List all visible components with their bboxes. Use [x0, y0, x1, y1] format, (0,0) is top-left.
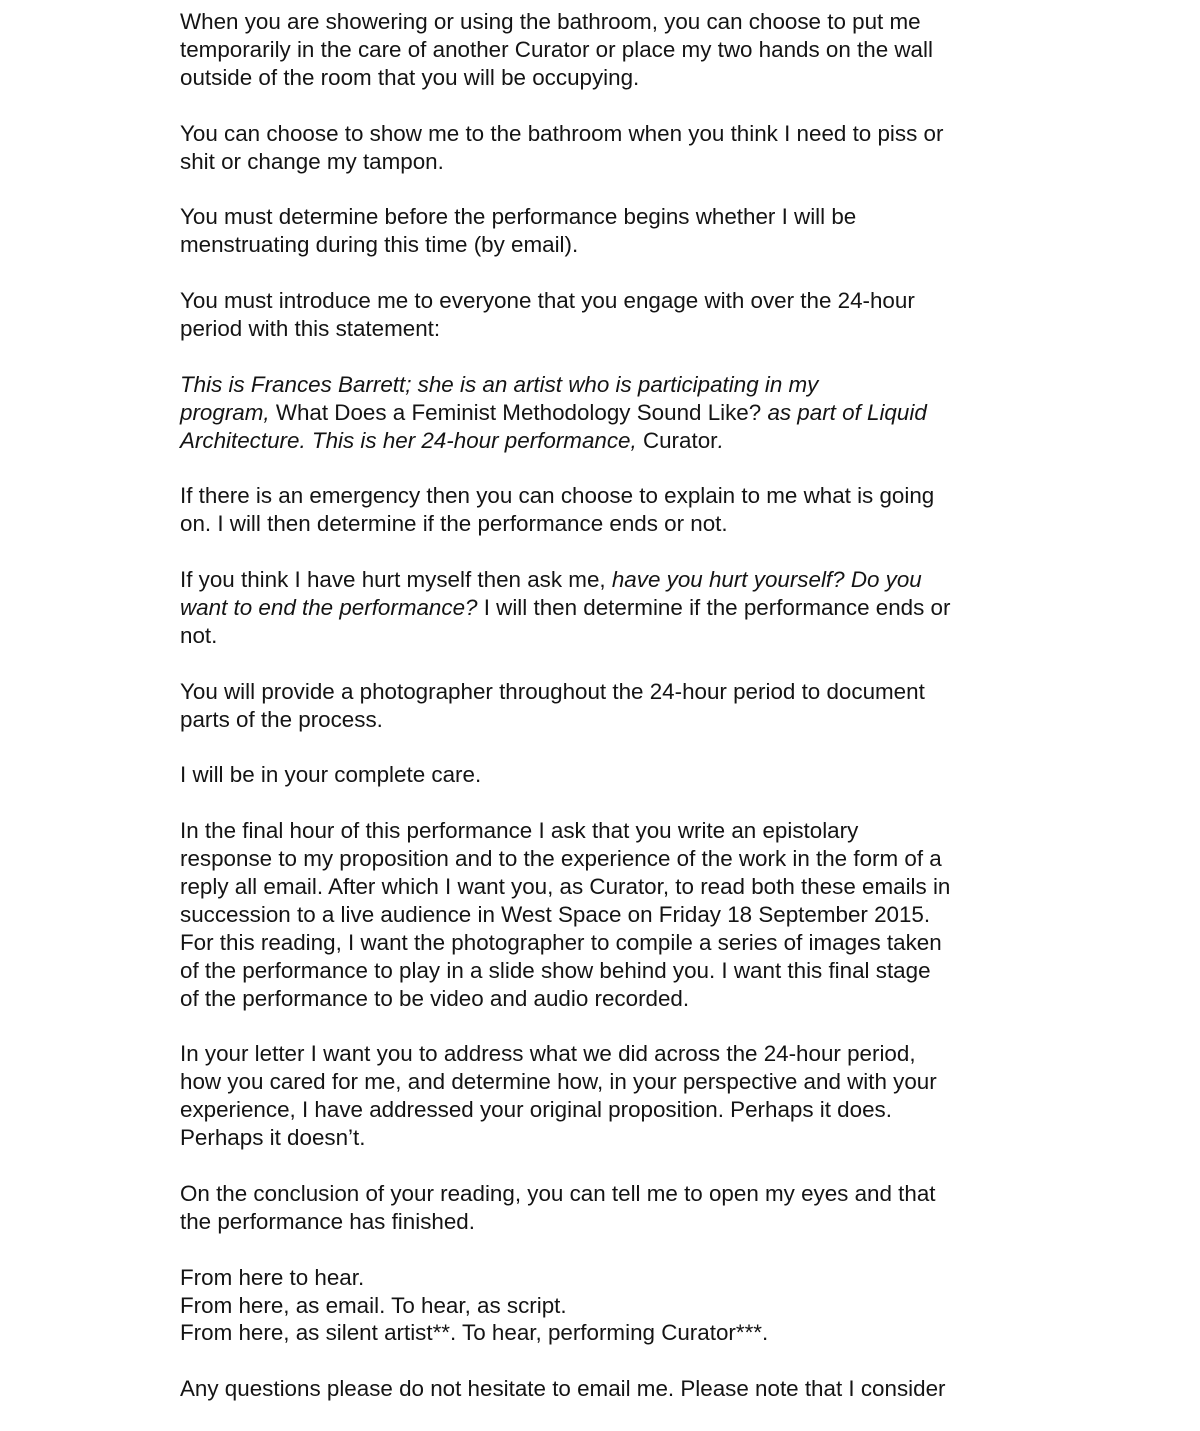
text-run: parts of the process. [180, 706, 383, 732]
text-line [180, 315, 1030, 343]
text-line [180, 482, 1030, 510]
paragraph [180, 1264, 1030, 1348]
text-line [180, 8, 1030, 36]
text-run: period with this statement: [180, 315, 441, 341]
text-run: succession to a live audience in West Space on Friday 18 September 2015. [180, 901, 931, 927]
text-run: You must introduce me to everyone that you engage with over the 24-hour [180, 288, 915, 314]
text-run: menstruating during this time (by email). [180, 232, 579, 258]
text-line [180, 901, 1030, 929]
text-run: Curator [642, 427, 718, 453]
text-run: When you are showering or using the bathroom, you can choose to put me [180, 9, 921, 34]
text-run: From here, as silent artist**. To hear, performing Curator***. [180, 1320, 769, 1346]
text-line [180, 231, 1030, 259]
paragraph [180, 482, 1030, 538]
paragraph [180, 1040, 1030, 1152]
text-line [180, 594, 1030, 622]
text-line [180, 985, 1030, 1013]
paragraph [180, 566, 1030, 650]
text-run: From here, as email. To hear, as script. [180, 1292, 567, 1318]
text-line [180, 622, 1030, 650]
text-run: reply all email. After which I want you, as Curator, to read both these emails in [180, 873, 951, 899]
text-run: response to my proposition and to the experience of the work in the form of a [180, 846, 942, 872]
paragraph [180, 287, 1030, 343]
text-line [180, 929, 1030, 957]
text-line [180, 1096, 1030, 1124]
text-line [180, 399, 1030, 427]
text-line [180, 203, 1030, 231]
text-run: Perhaps it doesn’t. [180, 1125, 366, 1151]
text-line [180, 706, 1030, 734]
text-run: of the performance to be video and audio recorded. [180, 985, 690, 1011]
paragraph [180, 1180, 1030, 1236]
text-line [180, 427, 1030, 455]
text-run: on. I will then determine if the performance ends or not. [180, 511, 728, 537]
text-run: In your letter I want you to address what we did across the 24-hour period, [180, 1041, 916, 1067]
text-line [180, 148, 1030, 176]
text-line [180, 120, 1030, 148]
text-run: shit or change my tampon. [180, 148, 444, 174]
text-run: outside of the room that you will be occupying. [180, 64, 640, 90]
paragraph [180, 678, 1030, 734]
document-page [180, 8, 1030, 1431]
text-run: You will provide a photographer throughout the 24-hour period to document [180, 678, 925, 704]
text-line [180, 1292, 1030, 1320]
text-run: I will then determine if the performance ends or [477, 594, 951, 620]
text-line [180, 957, 1030, 985]
text-run: the performance has finished. [180, 1208, 475, 1234]
text-line [180, 36, 1030, 64]
text-line [180, 64, 1030, 92]
text-line [180, 1180, 1030, 1208]
text-line [180, 566, 1030, 594]
italic-text: This is Frances Barrett; she is an artist who is participating in my [180, 371, 819, 397]
italic-text: as part of Liquid [761, 399, 927, 425]
text-line [180, 1375, 1030, 1403]
text-run: how you cared for me, and determine how, in your perspective and with your [180, 1069, 937, 1095]
italic-text: have you hurt yourself? Do you [611, 567, 922, 593]
paragraph [180, 761, 1030, 789]
text-run: If you think I have hurt myself then ask me, [180, 567, 612, 593]
text-run: I will be in your complete care. [180, 762, 482, 788]
text-line [180, 678, 1030, 706]
text-run: You must determine before the performance begins whether I will be [180, 204, 857, 230]
text-line [180, 1319, 1030, 1347]
italic-text: Architecture. This is her 24-hour performance, [180, 427, 643, 453]
text-line [180, 510, 1030, 538]
paragraph [180, 817, 1030, 1012]
text-line [180, 287, 1030, 315]
text-run: experience, I have addressed your original proposition. Perhaps it does. [180, 1097, 892, 1123]
text-run: of the performance to play in a slide show behind you. I want this final stage [180, 957, 931, 983]
paragraph [180, 8, 1030, 92]
text-line [180, 1068, 1030, 1096]
text-line [180, 1264, 1030, 1292]
paragraph [180, 203, 1030, 259]
text-line [180, 1040, 1030, 1068]
text-run: You can choose to show me to the bathroom when you think I need to piss or [180, 120, 944, 146]
text-run: On the conclusion of your reading, you can tell me to open my eyes and that [180, 1180, 936, 1206]
paragraph [180, 1375, 1030, 1403]
text-line [180, 1124, 1030, 1152]
italic-text: want to end the performance? [180, 594, 478, 620]
text-line [180, 371, 1030, 399]
text-line [180, 845, 1030, 873]
text-line [180, 817, 1030, 845]
text-run: What Does a Feminist Methodology Sound Like? [275, 399, 762, 425]
text-run: temporarily in the care of another Curator or place my two hands on the wall [180, 36, 933, 62]
paragraph [180, 120, 1030, 176]
paragraph [180, 371, 1030, 455]
text-line [180, 873, 1030, 901]
text-run: In the final hour of this performance I ask that you write an epistolary [180, 818, 859, 844]
text-run: From here to hear. [180, 1264, 365, 1290]
text-run: If there is an emergency then you can choose to explain to me what is going [180, 483, 935, 509]
text-line [180, 1208, 1030, 1236]
text-run: Any questions please do not hesitate to email me. Please note that I consider [180, 1376, 946, 1402]
italic-text: . [717, 427, 724, 453]
text-run: not. [180, 622, 218, 648]
text-line [180, 761, 1030, 789]
italic-text: program, [180, 399, 276, 425]
text-run: For this reading, I want the photographer to compile a series of images taken [180, 929, 942, 955]
